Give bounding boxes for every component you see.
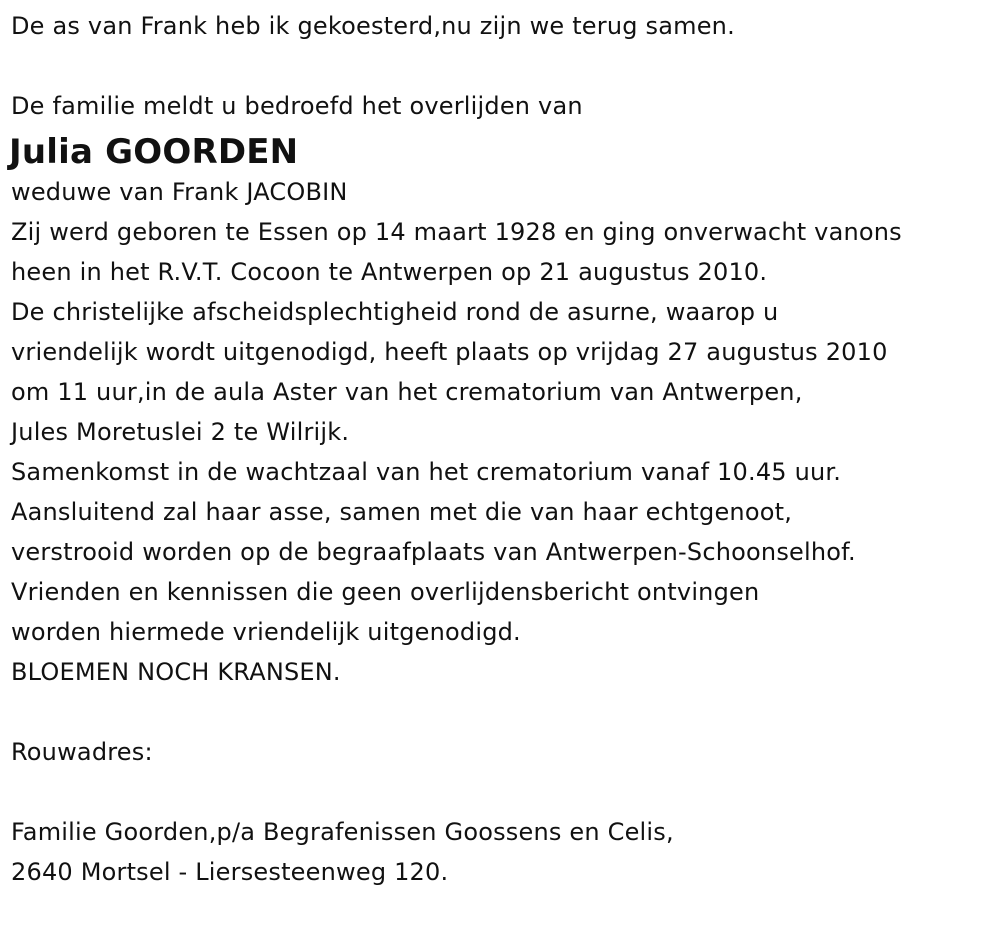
- address-label: Rouwadres:: [11, 738, 153, 766]
- body-line: BLOEMEN NOCH KRANSEN.: [11, 658, 341, 686]
- announcement-line: De familie meldt u bedroefd het overlijden van: [11, 92, 583, 120]
- spacer: [11, 692, 991, 732]
- address-line: Familie Goorden,p/a Begrafenissen Goossens en Celis,: [11, 818, 674, 846]
- body-line: De christelijke afscheidsplechtigheid rond de asurne, waarop u: [11, 298, 779, 326]
- spacer: [11, 46, 991, 86]
- body-line: Zij werd geboren te Essen op 14 maart 1928 en ging onverwacht vanons: [11, 218, 902, 246]
- body-line: Aansluitend zal haar asse, samen met die van haar echtgenoot,: [11, 498, 793, 526]
- body-line: vriendelijk wordt uitgenodigd, heeft plaats op vrijdag 27 augustus 2010: [11, 338, 888, 366]
- obituary-document: [11, 0, 991, 892]
- body-line: worden hiermede vriendelijk uitgenodigd.: [11, 618, 521, 646]
- deceased-name: Julia GOORDEN: [9, 132, 299, 172]
- body-line: om 11 uur,in de aula Aster van het crematorium van Antwerpen,: [11, 378, 803, 406]
- spacer: [11, 772, 991, 812]
- body-line: verstrooid worden op de begraafplaats van Antwerpen-Schoonselhof.: [11, 538, 856, 566]
- body-line: Vrienden en kennissen die geen overlijdensbericht ontvingen: [11, 578, 760, 606]
- body-line: Jules Moretuslei 2 te Wilrijk.: [11, 418, 350, 446]
- address-line: 2640 Mortsel - Liersesteenweg 120.: [11, 858, 449, 886]
- body-line: heen in het R.V.T. Cocoon te Antwerpen op 21 augustus 2010.: [11, 258, 768, 286]
- intro-line: De as van Frank heb ik gekoesterd,nu zijn we terug samen.: [11, 12, 735, 40]
- body-line: weduwe van Frank JACOBIN: [11, 178, 348, 206]
- body-line: Samenkomst in de wachtzaal van het crematorium vanaf 10.45 uur.: [11, 458, 842, 486]
